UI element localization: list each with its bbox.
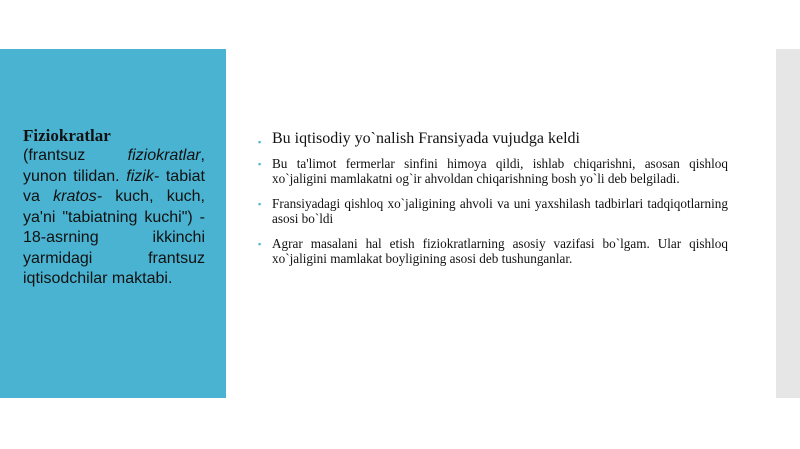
- definition-part-4: kuch, kuch, ya'ni "tabiatning kuchi") - 18-asrning ikkinchi yarmidagi frantsuz iqtisodchilar maktabi.: [23, 188, 206, 287]
- definition-term-kratos: kratos-: [53, 188, 103, 205]
- definition-intro: (frantsuz: [23, 147, 128, 164]
- slide-title: Fiziokratlar: [23, 126, 111, 145]
- bullet-item: [258, 236, 728, 266]
- definition-term-fiziokratlar: fiziokratlar: [127, 147, 201, 164]
- bullet-text: Bu ta'limot fermerlar sinfini himoya qildi, ishlab chiqarishni, asosan qishloq xo`jaligini mamlakatni og`ir ahvoldan chiqarishning bosh yo`li deb belgiladi.: [272, 156, 728, 186]
- bullet-text: Bu iqtisodiy yo`nalish Fransiyada vujudga keldi: [272, 130, 580, 147]
- bullet-square-icon: ▪: [258, 199, 262, 209]
- bullet-square-icon: ▪: [258, 159, 262, 169]
- bullet-item: [258, 196, 728, 226]
- definition-part-2: , yunon tilidan.: [23, 147, 205, 185]
- definition-part-3: tabiat va: [23, 167, 206, 205]
- bullet-item: [258, 130, 728, 148]
- bullet-list: [258, 130, 728, 276]
- bullet-square-icon: ▪: [258, 137, 262, 147]
- bullet-text: Fransiyadagi qishloq xo`jaligining ahvoli va uni yaxshilash tadbirlari tadqiqotlarning asosi bo`ldi: [272, 196, 728, 226]
- definition-term-fizik: fizik-: [126, 167, 160, 185]
- bullet-text: Agrar masalani hal etish fiziokratlarning asosiy vazifasi bo`lgam. Ular qishloq xo`jaligini mamlakat boyligining asosi deb tushunganlar.: [272, 236, 728, 266]
- bullet-item: [258, 156, 728, 186]
- definition-text: [23, 126, 205, 290]
- right-side-strip: [776, 49, 800, 398]
- bullet-square-icon: ▪: [258, 239, 262, 249]
